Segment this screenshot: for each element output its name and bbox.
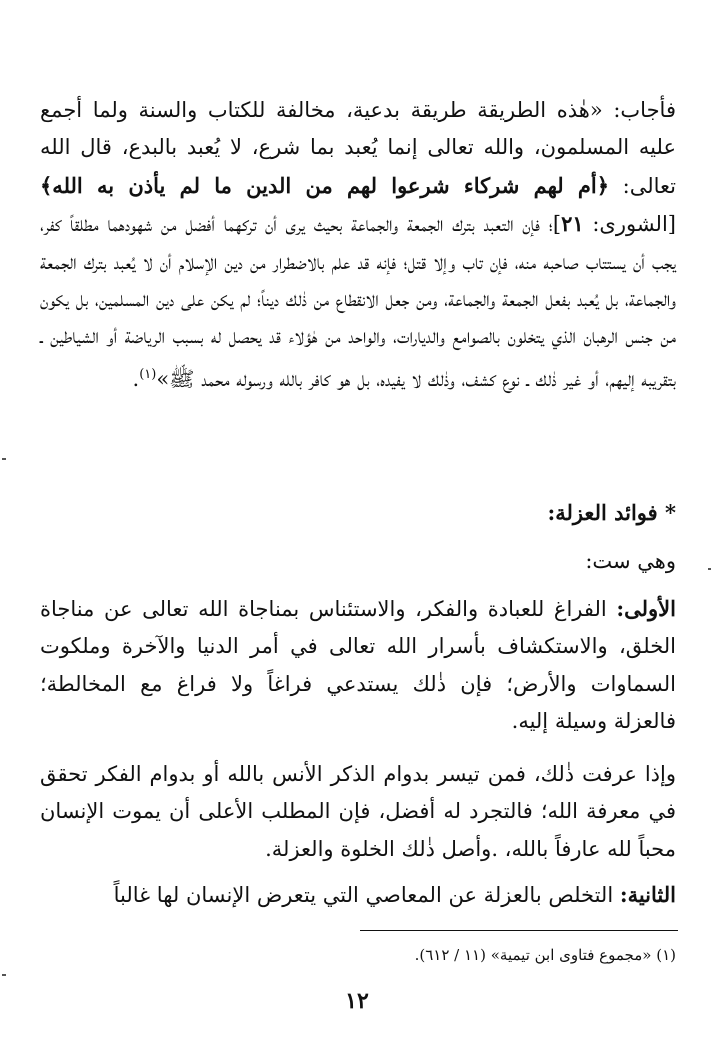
footnote-ref: (١) [139,366,157,382]
quote-text-2: ]؛ فإن التعبد بترك الجمعة والجماعة بحيث يرى أن تركهما أفضل من شهودهما مطلقاً كفر، يجب أن يستتاب صاحبه منه، فإن تاب وإلا قتل؛ فإنه قد علم بالاضطرار من دين الإسلام أن لا يُعبد بترك الجمعة والجماعة، بل يُعبد بفعل الجمعة والجماعة، ومن جعل الانقطاع من ذٰلك ديناً؛ لم يكن على دين المسلمين، بل يكون من جنس الرهبان الذي يتخلون بالصوامع والديارات، والواحد من هٰؤلاء قد يحصل له بسبب الرياضة أو الشياطين ـ بتقريبه إليهم، أو غير ذٰلك ـ نوع كشف، وذٰلك لا يفيده، بل هو كافر بالله ورسوله محمد ﷺ» [40,212,676,391]
scan-mark [708,568,711,570]
footnote-divider [360,930,678,931]
surah-ref: [الشورى: [583,212,676,237]
paragraph-3 [40,756,676,868]
period: . [132,366,140,391]
quote-paragraph [40,92,676,398]
benefit-2-label: الثانية: [619,882,676,907]
verse-number: ٢١ [561,211,584,237]
quote-text-1: فأجاب: «هٰذه الطريقة طريقة بدعية، مخالفة للكتاب والسنة ولما أجمع عليه المسلمون، والله تعالى إنما يُعبد بما شرع، لا يُعبد بالبدع، قال الله تعالى: [40,98,676,198]
main-text [40,92,676,398]
benefit-1-text: الفراغ للعبادة والفكر، والاستئناس بمناجاة الله تعالى عن مناجاة الخلق، والاستكشاف بأسرار الله تعالى في أمر الدنيا والآخرة وملكوت السماوات والأرض؛ فإن ذٰلك يستدعي فراغاً ولا فراغ مع المخالطة؛ فالعزلة وسيلة إليه. [40,597,676,734]
quran-verse: ﴿أم لهم شركاء شرعوا لهم من الدين ما لم يأذن به الله﴾ [40,172,610,198]
benefit-1-label: الأولى: [616,596,676,621]
benefit-2 [40,876,676,914]
benefit-1 [40,590,676,741]
page-number: ١٢ [345,988,369,1014]
intro-line: وهي ست: [585,549,676,573]
paragraph-3-text: وإذا عرفت ذٰلك، فمن تيسر بدوام الذكر الأنس بالله أو بدوام الفكر تحقق في معرفة الله؛ فالتجرد له أفضل، فإن المطلب الأعلى أن يموت الإنسان محباً لله عارفاً بالله، .وأصل ذٰلك الخلوة والعزلة. [40,762,676,861]
benefit-2-text: التخلص بالعزلة عن المعاصي التي يتعرض الإنسان لها غالباً [113,883,620,907]
footnote: (١) «مجموع فتاوى ابن تيمية» (١١ / ٦١٢). [414,946,676,964]
scan-mark [2,458,6,460]
scan-mark [2,974,6,976]
section-heading: * فوائد العزلة: [547,500,676,525]
